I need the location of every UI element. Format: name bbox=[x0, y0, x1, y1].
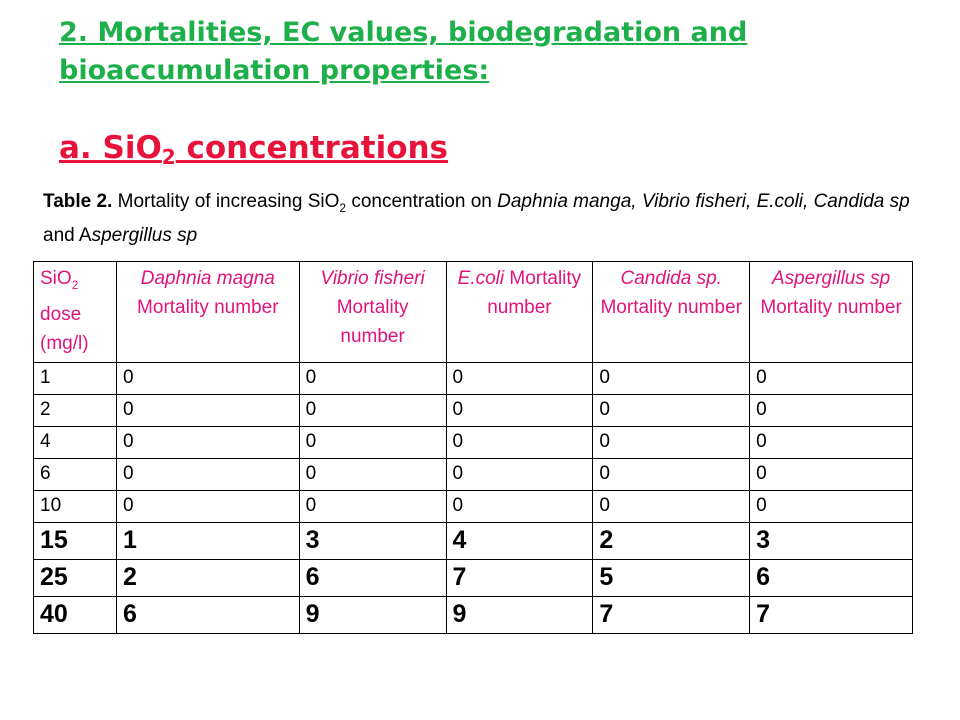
table-cell: 0 bbox=[593, 394, 750, 426]
table-row bbox=[34, 559, 913, 596]
heading-line-1: 2. Mortalities, EC values, biodegradation and bbox=[59, 17, 748, 48]
table-row bbox=[34, 522, 913, 559]
table-cell: 0 bbox=[750, 458, 913, 490]
table-cell: 0 bbox=[593, 490, 750, 522]
table-cell: 9 bbox=[299, 596, 446, 633]
table-cell: 9 bbox=[446, 596, 593, 633]
table-cell: 6 bbox=[299, 559, 446, 596]
table-cell: 3 bbox=[299, 522, 446, 559]
table-cell: 1 bbox=[116, 522, 299, 559]
subheading-subscript: 2 bbox=[161, 145, 176, 169]
heading-line-2: bioaccumulation properties: bbox=[59, 55, 490, 86]
table-cell: 0 bbox=[116, 394, 299, 426]
table-cell: 0 bbox=[446, 362, 593, 394]
dose-cell: 40 bbox=[34, 596, 117, 633]
table-cell: 0 bbox=[593, 426, 750, 458]
table-cell: 2 bbox=[593, 522, 750, 559]
slide-heading bbox=[59, 14, 939, 90]
dose-cell: 4 bbox=[34, 426, 117, 458]
table-cell: 0 bbox=[446, 458, 593, 490]
dose-cell: 25 bbox=[34, 559, 117, 596]
table-cell: 0 bbox=[446, 490, 593, 522]
caption-text-2: concentration on bbox=[346, 191, 498, 212]
caption-organisms: Daphnia manga, Vibrio fisheri, E.coli, Candida sp bbox=[497, 191, 910, 212]
dose-cell: 15 bbox=[34, 522, 117, 559]
header-daphnia: Daphnia magna Mortality number bbox=[116, 262, 299, 363]
table-cell: 0 bbox=[299, 490, 446, 522]
table-cell: 4 bbox=[446, 522, 593, 559]
table-cell: 6 bbox=[750, 559, 913, 596]
caption-text-1: Mortality of increasing SiO bbox=[112, 191, 340, 212]
subheading-suffix: concentrations bbox=[175, 130, 449, 166]
header-ecoli: E.coli Mortality number bbox=[446, 262, 593, 363]
table-row bbox=[34, 394, 913, 426]
table-cell: 6 bbox=[116, 596, 299, 633]
table-cell: 0 bbox=[446, 426, 593, 458]
caption-and: and A bbox=[43, 224, 92, 246]
dose-cell: 6 bbox=[34, 458, 117, 490]
header-vibrio: Vibrio fisheri Mortality number bbox=[299, 262, 446, 363]
caption-subscript: 2 bbox=[339, 200, 347, 215]
table-cell: 0 bbox=[750, 426, 913, 458]
subheading-prefix: a. SiO bbox=[59, 130, 162, 166]
table-cell: 0 bbox=[446, 394, 593, 426]
dose-cell: 2 bbox=[34, 394, 117, 426]
table-row bbox=[34, 458, 913, 490]
caption-organism-last: spergillus sp bbox=[91, 224, 198, 246]
table-cell: 2 bbox=[116, 559, 299, 596]
dose-cell: 1 bbox=[34, 362, 117, 394]
table-cell: 0 bbox=[299, 394, 446, 426]
table-cell: 0 bbox=[750, 362, 913, 394]
header-candida: Candida sp. Mortality number bbox=[593, 262, 750, 363]
table-cell: 0 bbox=[750, 394, 913, 426]
table-cell: 7 bbox=[446, 559, 593, 596]
table-cell: 3 bbox=[750, 522, 913, 559]
dose-cell: 10 bbox=[34, 490, 117, 522]
table-cell: 0 bbox=[299, 362, 446, 394]
table-cell: 0 bbox=[593, 458, 750, 490]
table-cell: 0 bbox=[116, 426, 299, 458]
table-caption bbox=[43, 188, 923, 249]
mortality-table bbox=[33, 261, 913, 634]
table-cell: 7 bbox=[750, 596, 913, 633]
slide-subheading bbox=[59, 128, 448, 177]
table-cell: 0 bbox=[750, 490, 913, 522]
table-cell: 0 bbox=[116, 458, 299, 490]
table-row bbox=[34, 362, 913, 394]
table-row bbox=[34, 596, 913, 633]
header-aspergillus: Aspergillus sp Mortality number bbox=[750, 262, 913, 363]
table-cell: 0 bbox=[116, 362, 299, 394]
table-cell: 5 bbox=[593, 559, 750, 596]
table-row bbox=[34, 426, 913, 458]
table-cell: 0 bbox=[593, 362, 750, 394]
table-cell: 0 bbox=[116, 490, 299, 522]
header-dose: SiO$_2$ dose (mg/l) bbox=[34, 262, 117, 363]
table-cell: 0 bbox=[299, 426, 446, 458]
table-cell: 7 bbox=[593, 596, 750, 633]
table-header-row bbox=[34, 262, 913, 363]
table-row bbox=[34, 490, 913, 522]
caption-label: Table 2. bbox=[43, 191, 113, 212]
table-cell: 0 bbox=[299, 458, 446, 490]
